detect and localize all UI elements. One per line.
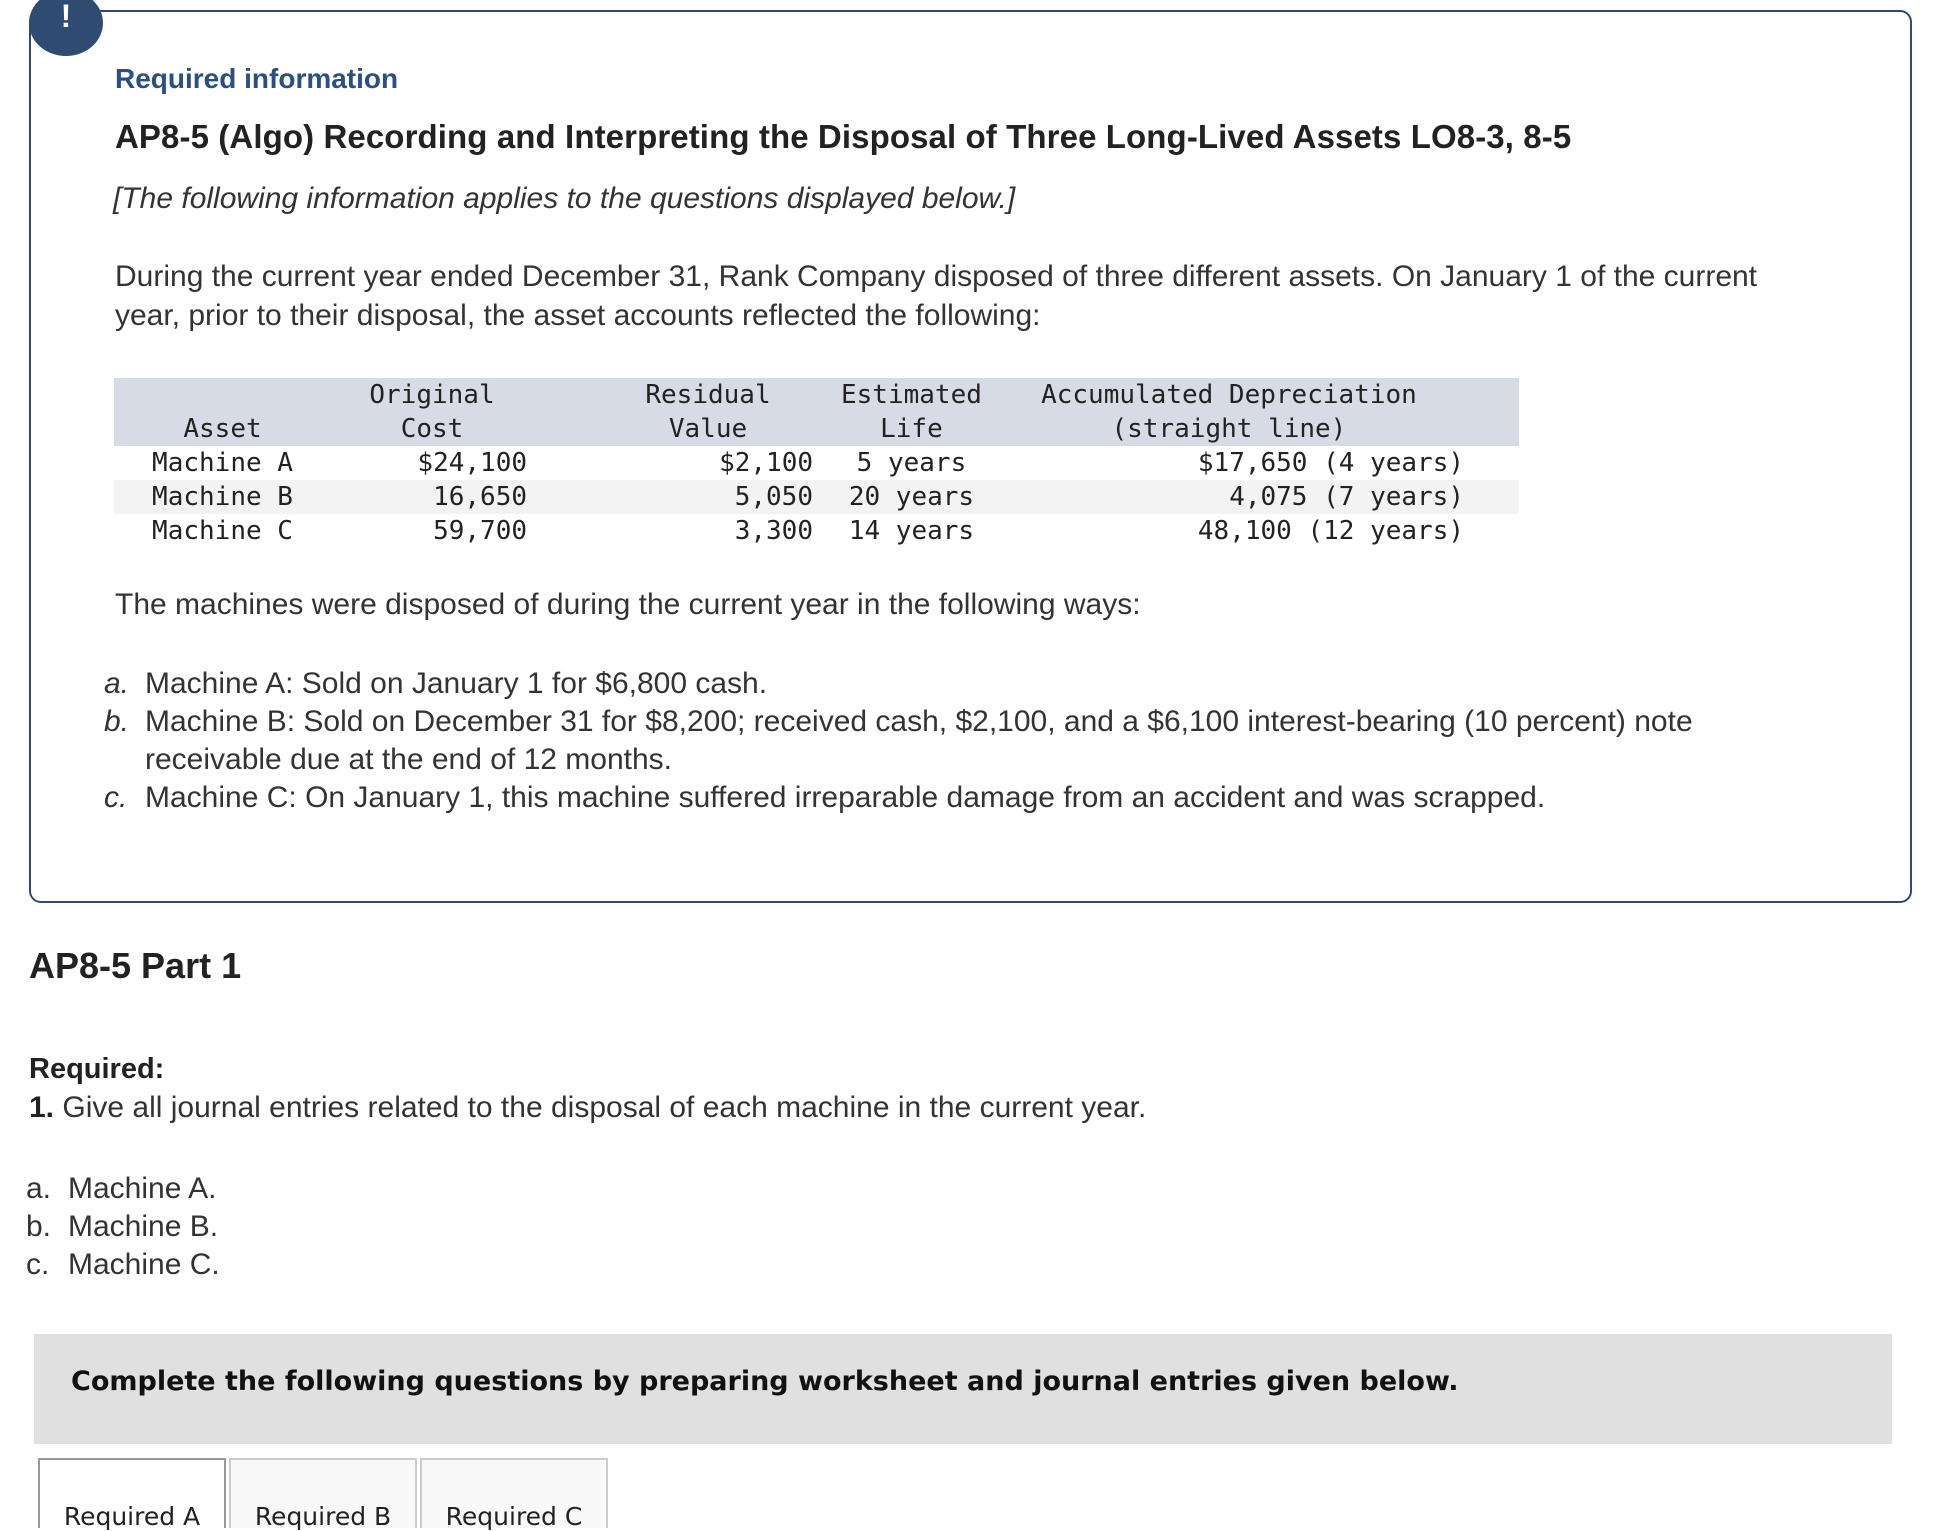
tab-required-b[interactable]: Required B xyxy=(229,1458,417,1528)
list-item-label: b. xyxy=(26,1210,52,1243)
disposal-intro: The machines were disposed of during the current year in the following ways: xyxy=(115,588,1141,621)
list-item xyxy=(104,665,1804,703)
required-heading: Required: xyxy=(29,1053,165,1085)
tab-required-c[interactable]: Required C xyxy=(420,1458,608,1528)
asset-accounts-table xyxy=(114,378,1519,548)
instruction-banner xyxy=(34,1334,1892,1444)
list-item-label: c. xyxy=(26,1248,50,1281)
list-item xyxy=(26,1170,220,1208)
asset-cell: Machine A xyxy=(152,448,293,478)
list-item-label: a. xyxy=(104,667,130,700)
disposal-list xyxy=(104,665,1804,817)
estimated-life-cell: 20 years xyxy=(835,480,988,514)
list-item xyxy=(26,1246,220,1284)
problem-title: AP8-5 (Algo) Recording and Interpreting the Disposal of Three Long-Lived Assets LO8-3, 8-5 xyxy=(115,118,1572,155)
table-row xyxy=(114,480,1519,514)
list-item xyxy=(104,779,1804,817)
table-header-row xyxy=(114,378,1519,446)
column-header-accumulated-depreciation: Accumulated Depreciation (straight line) xyxy=(988,378,1519,446)
original-cost-cell: 16,650 xyxy=(331,480,597,514)
original-cost-cell: 59,700 xyxy=(433,516,527,546)
instruction-text: Complete the following questions by preparing worksheet and journal entries given below. xyxy=(71,1366,1459,1397)
residual-value-cell: 3,300 xyxy=(734,516,813,546)
required-items-list xyxy=(26,1170,220,1284)
list-item-text: Machine C: On January 1, this machine suffered irreparable damage from an accident and was scrapped. xyxy=(145,781,1546,814)
question-text: Give all journal entries related to the disposal of each machine in the current year. xyxy=(62,1091,1147,1124)
question-number: 1. xyxy=(29,1091,55,1124)
list-item-text: Machine A. xyxy=(68,1172,217,1205)
original-cost-cell: $24,100 xyxy=(417,448,527,478)
list-item-text: Machine B. xyxy=(68,1210,219,1243)
accumulated-depreciation-cell: $17,650 (4 years) xyxy=(1197,448,1464,478)
residual-value-cell: $2,100 xyxy=(719,448,813,478)
list-item-text: Machine A: Sold on January 1 for $6,800 cash. xyxy=(145,667,768,700)
accumulated-depreciation-cell: 4,075 (7 years) xyxy=(988,480,1519,514)
table-row xyxy=(114,514,1519,548)
column-header-original-cost: Original Cost xyxy=(331,378,597,446)
required-information-heading: Required information xyxy=(115,63,399,94)
list-item-text: Machine C. xyxy=(68,1248,220,1281)
list-item xyxy=(104,703,1804,779)
asset-cell: Machine C xyxy=(152,516,293,546)
estimated-life-cell: 14 years xyxy=(848,516,975,546)
accumulated-depreciation-cell: 48,100 (12 years) xyxy=(1197,516,1464,546)
list-item-label: a. xyxy=(26,1172,52,1205)
tab-required-a[interactable]: Required A xyxy=(38,1458,226,1528)
list-item xyxy=(26,1208,220,1246)
part-title: AP8-5 Part 1 xyxy=(29,945,242,986)
column-header-residual-value: Residual Value xyxy=(597,378,835,446)
estimated-life-cell: 5 years xyxy=(856,448,967,478)
column-header-asset: Asset xyxy=(114,378,331,446)
intro-paragraph: During the current year ended December 31, Rank Company disposed of three different assets. On January 1 of the current year, prior to their disposal, the asset accounts reflected the following: xyxy=(115,260,1758,332)
list-item-label: b. xyxy=(104,705,130,738)
list-item-text: Machine B: Sold on December 31 for $8,200; received cash, $2,100, and a $6,100 interest-bearing (10 percent) note receivable due at the end of 12 months. xyxy=(145,705,1693,776)
table-row xyxy=(114,446,1519,480)
asset-cell: Machine B xyxy=(114,480,331,514)
column-header-estimated-life: Estimated Life xyxy=(835,378,988,446)
residual-value-cell: 5,050 xyxy=(597,480,835,514)
list-item-label: c. xyxy=(104,781,128,814)
applies-note: [The following information applies to the questions displayed below.] xyxy=(113,182,1016,215)
exclamation-icon: ! xyxy=(29,0,103,56)
required-question xyxy=(29,1091,1146,1125)
